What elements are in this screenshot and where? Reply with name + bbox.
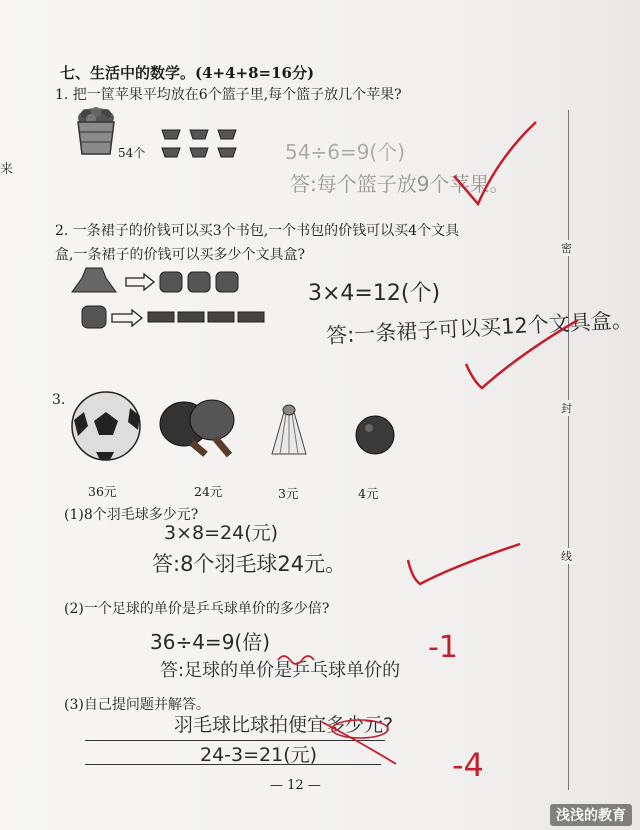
q2-answer-equation: 3×4=12(个) xyxy=(308,281,441,306)
ping-pong-paddles-icon xyxy=(158,398,244,470)
page-number: — 12 — xyxy=(270,778,321,793)
q3-1-answer-sentence: 答:8个羽毛球24元。 xyxy=(152,552,347,576)
soccer-ball-price: 36元 xyxy=(88,484,117,499)
question-3-number: 3. xyxy=(52,392,66,408)
question-2-line2: 盒,一条裙子的价钱可以买多少个文具盒? xyxy=(55,247,305,263)
q2-check-mark xyxy=(460,314,580,394)
q3-3-question: 羽毛球比球拍便宜多少元? xyxy=(174,714,394,736)
margin-char-xian: 线 xyxy=(561,550,572,563)
q1-erased-answer: 54÷6=9(个) xyxy=(285,140,406,164)
question-2-line1: 2. 一条裙子的价钱可以买3个书包,一个书包的价钱可以买4个文具 xyxy=(55,223,460,239)
soccer-ball-icon xyxy=(68,390,148,462)
margin-char-feng: 封 xyxy=(561,402,572,415)
question-3-2-text: (2)一个足球的单价是乒乓球单价的多少倍? xyxy=(64,601,330,617)
q1-erased-answer-line2: 答:每个篮子放9个苹果。 xyxy=(290,172,510,196)
badminton-shuttlecock-icon xyxy=(268,404,310,460)
skirt-bag-pencilcase-illustration xyxy=(72,266,272,334)
ping-pong-ball-price: 4元 xyxy=(358,486,379,501)
q3-3-red-strike xyxy=(320,718,400,768)
q3-3-score-deduction: -4 xyxy=(452,746,484,784)
ping-pong-ball-icon xyxy=(354,414,398,458)
question-1-text: 1. 把一筐苹果平均放在6个篮子里,每个篮子放几个苹果? xyxy=(55,87,402,103)
q3-2-score-deduction: -1 xyxy=(428,630,458,665)
q2-answer-sentence: 答:一条裙子可以买12个文具盒。 xyxy=(325,307,634,349)
q3-1-check-mark xyxy=(404,540,524,590)
shuttlecock-price: 3元 xyxy=(278,486,299,501)
section-title: 七、生活中的数学。(4+4+8=16分) xyxy=(60,64,315,82)
paddle-price: 24元 xyxy=(194,484,223,499)
q1-check-mark xyxy=(450,118,540,208)
q3-1-answer-equation: 3×8=24(元) xyxy=(164,522,279,544)
question-3-1-text: (1)8个羽毛球多少元? xyxy=(64,507,199,523)
q3-3-answer-equation: 24-3=21(元) xyxy=(200,744,318,766)
margin-char-mi: 密 xyxy=(561,242,572,255)
q3-2-answer-sentence: 答:足球的单价是乒乓球单价的 xyxy=(160,660,401,681)
binding-line xyxy=(568,110,569,790)
empty-baskets-icon xyxy=(160,126,242,162)
q3-2-red-squiggle xyxy=(276,652,316,666)
basket-count-label: 54个 xyxy=(118,146,146,160)
watermark-label: 浅浅的教育 xyxy=(550,804,632,826)
apple-basket-icon xyxy=(74,106,122,158)
cut-off-margin-char: 来 xyxy=(0,162,14,177)
q3-2-answer-equation: 36÷4=9(倍) xyxy=(150,630,271,654)
question-3-3-text: (3)自己提问题并解答。 xyxy=(64,697,210,713)
